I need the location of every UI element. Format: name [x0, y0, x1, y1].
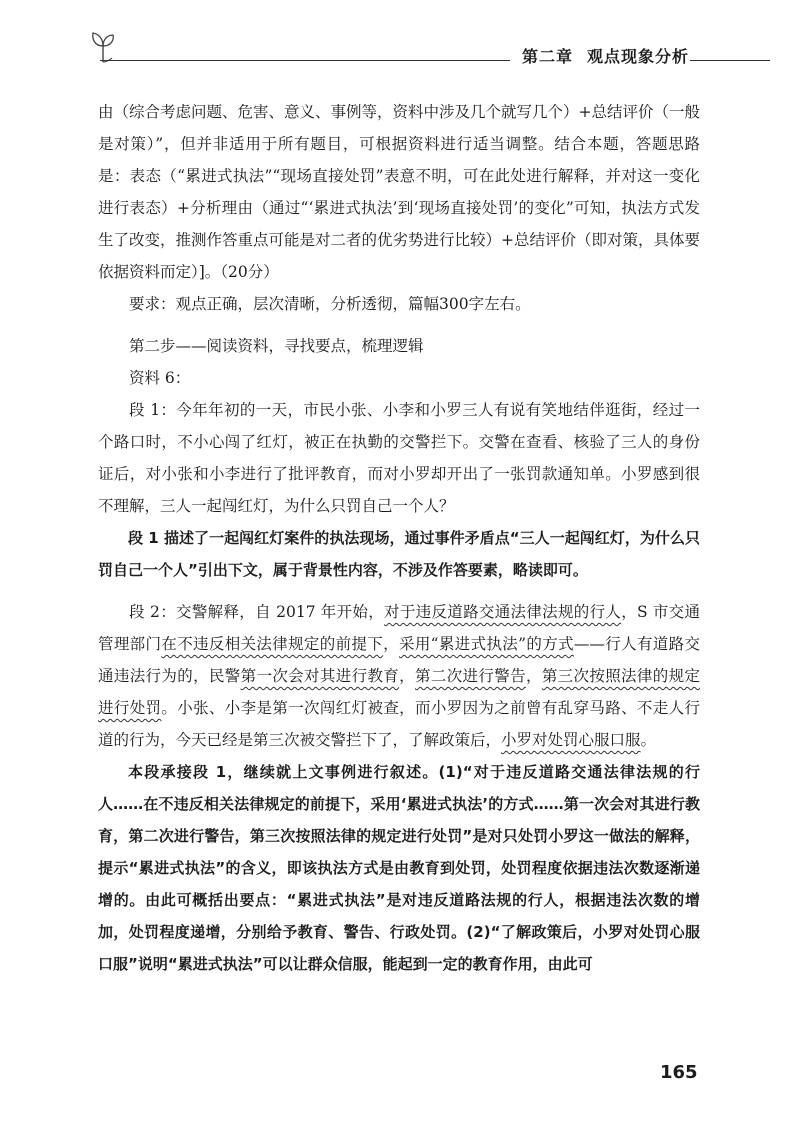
underlined-phrase: 采用“累进式执法”的方式 — [398, 635, 574, 653]
page-header — [0, 0, 800, 80]
underlined-phrase: 对于违反道路交通法律法规的行人 — [384, 603, 622, 621]
seg2-text: ——行人有道路交通违法行为的，民警 — [98, 635, 700, 685]
chapter-title — [522, 44, 703, 67]
seg2-text: ，S 市交通管理部门 — [98, 603, 700, 653]
underlined-phrase: 第三次按照法律的规定进行处罚 — [98, 667, 700, 717]
leaf-icon — [90, 30, 116, 64]
seg2-text: ， — [525, 667, 542, 685]
header-rule-left — [100, 60, 510, 61]
underlined-phrase: 第二次进行警告 — [415, 667, 526, 685]
material-segment-1: 段 1：今年年初的一天，市民小张、小李和小罗三人有说有笑地结伴逛街，经过一个路口时，不小心闯了红灯，被正在执勤的交警拦下。交警在查看、核验了三人的身份证后，对小张和小李进行了批评教育，而对小罗却开出了一张罚款通知单。小罗感到很不理解，三人一起闯红灯，为什么只罚自己一个人？ — [98, 401, 700, 515]
underlined-phrase: 小罗对处罚心服口服 — [501, 731, 641, 749]
header-rule-right — [690, 60, 770, 61]
paragraph-answer-approach: 由（综合考虑问题、危害、意义、事例等，资料中涉及几个就写几个）+总结评价（一般是对策）”，但并非适用于所有题目，可根据资料进行适当调整。结合本题，答题思路是：表态（“累进式执法”“现场直接处罚”表意不明，可在此处进行解释，并对这一变化进行表态）+分析理由（通过“‘累进式执法’到‘现场直接处罚’的变化”可知，执法方式发生了改变，推测作答重点可能是对二者的优劣势进行比较）+总结评价（即对策，具体要依据资料而定）]。（20分） — [98, 103, 700, 281]
underlined-phrase: 在不违反相关法律规定的前提下 — [161, 635, 384, 653]
seg2-text: 。小张、小李是第一次闯红灯被查，而小罗因为之前曾有乱穿马路、不走人行道的行为，今天已经是第三次被交警拦下了，了解政策后， — [98, 699, 700, 749]
material-label: 资料 6： — [129, 369, 191, 387]
analysis-segment-1: 段 1 描述了一起闯红灯案件的执法现场，通过事件矛盾点“三人一起闯红灯，为什么只罚自己一个人”引出下文，属于背景性内容，不涉及作答要素，略读即可。 — [98, 529, 700, 579]
seg2-text: 。 — [640, 731, 657, 749]
step-heading: 第二步——阅读资料，寻找要点，梳理逻辑 — [129, 337, 424, 355]
paragraph-requirements: 要求：观点正确，层次清晰，分析透彻，篇幅300字左右。 — [129, 295, 531, 313]
seg2-text: 段 2：交警解释，自 2017 年开始， — [129, 603, 385, 621]
chapter-name: 观点现象分析 — [587, 47, 690, 66]
material-segment-2 — [98, 596, 700, 756]
seg2-text: ， — [399, 667, 415, 685]
page-body — [98, 96, 700, 980]
seg2-text: ， — [383, 635, 399, 653]
chapter-number: 第二章 — [522, 47, 574, 66]
underlined-phrase: 第一次会对其进行教育 — [240, 667, 400, 685]
analysis-segment-2: 本段承接段 1，继续就上文事例进行叙述。(1)“对于违反道路交通法律法规的行人……在不违反相关法律规定的前提下，采用‘累进式执法’的方式……第一次会对其进行教育，第二次进行警告，第三次按照法律的规定进行处罚”是对只处罚小罗这一做法的解释，提示“累进式执法”的含义，即该执法方式是由教育到处罚，处罚程度依据违法次数逐渐递增的。由此可概括出要点：“累进式执法”是对违反道路法规的行人，根据违法次数的增加，处罚程度递增，分别给予教育、警告、行政处罚。(2)“了解政策后，小罗对处罚心服口服”说明“累进式执法”可以让群众信服，能起到一定的教育作用，由此可 — [98, 763, 700, 973]
page-number: 165 — [660, 1062, 698, 1083]
